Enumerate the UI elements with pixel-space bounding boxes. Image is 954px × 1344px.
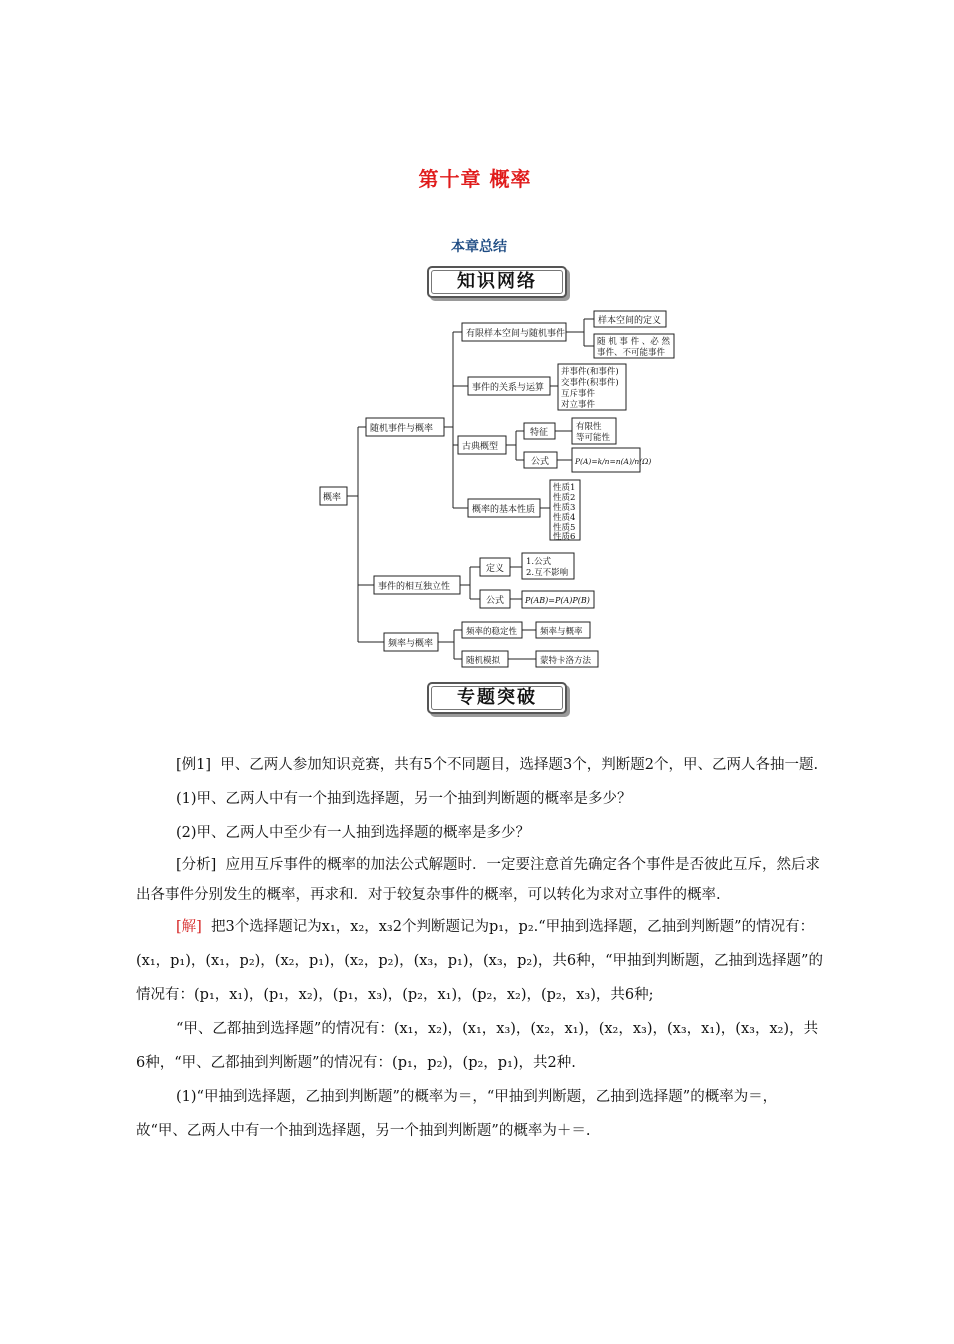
mindmap-monte-carlo: 蒙特卡洛方法 bbox=[540, 656, 592, 666]
mindmap-property-item: 性质1 bbox=[553, 483, 576, 493]
mindmap-formula-label: 公式 bbox=[486, 596, 505, 606]
analysis bbox=[136, 850, 826, 910]
summary-heading: 本章总结 bbox=[451, 239, 507, 255]
mindmap-sample-space-def: 样本空间的定义 bbox=[598, 316, 662, 326]
mindmap-root: 概率 bbox=[323, 493, 342, 503]
mindmap-property-item: 性质2 bbox=[553, 493, 576, 503]
mindmap-relation-item: 互斥事件 bbox=[561, 389, 596, 399]
mindmap-event-relations: 事件的关系与运算 bbox=[472, 383, 545, 393]
example-intro-text: 甲、乙两人参加知识竞赛，共有5个不同题目，选择题3个，判断题2个，甲、乙两人各抽一题. bbox=[220, 757, 819, 773]
topics-banner: 专题突破 bbox=[427, 682, 567, 714]
mindmap-random-simulation: 随机模拟 bbox=[466, 656, 501, 666]
analysis-tag: [分析] bbox=[176, 857, 217, 873]
mindmap-branch-random-events: 随机事件与概率 bbox=[370, 424, 434, 434]
knowledge-mindmap bbox=[310, 305, 671, 675]
solution-part-2: “甲、乙都抽到选择题”的情况有：(x₁，x₂)，(x₁，x₃)，(x₂，x₁)，(x₂，x₃)，(x₃，x₁)，(x₃，x₂)，共6种，“甲、乙都抽到判断题”的情况有：(p₁，p₂)，(p₂，p₁)，共2种. bbox=[136, 1021, 819, 1071]
mindmap-basic-properties: 概率的基本性质 bbox=[472, 505, 536, 515]
mindmap-branch-frequency: 频率与概率 bbox=[388, 639, 434, 649]
mindmap-relation-item: 对立事件 bbox=[561, 400, 596, 410]
mindmap-property-item: 性质5 bbox=[553, 523, 576, 533]
knowledge-network-banner: 知识网络 bbox=[427, 266, 567, 298]
mindmap-property-item: 性质3 bbox=[553, 503, 576, 513]
mindmap-finite-sample-space: 有限样本空间与随机事件 bbox=[466, 329, 566, 339]
mindmap-formula-label: 公式 bbox=[531, 457, 550, 467]
solution-tag: [解] bbox=[176, 919, 202, 935]
mindmap-relation-item: 并事件(和事件) bbox=[561, 367, 619, 377]
mindmap-frequency-stability: 频率的稳定性 bbox=[466, 627, 518, 637]
question-1: (1)甲、乙两人中有一个抽到选择题，另一个抽到判断题的概率是多少？ bbox=[176, 791, 632, 807]
example-content bbox=[136, 748, 826, 1148]
mindmap-definition-item: 2.互不影响 bbox=[526, 568, 569, 578]
mindmap-definition: 定义 bbox=[486, 564, 505, 574]
mindmap-definition-item: 1.公式 bbox=[526, 557, 552, 567]
mindmap-event-types-line1: 随 机 事 件 、必 然 bbox=[597, 337, 671, 347]
mindmap-independence-formula: P(AB)=P(A)P(B) bbox=[525, 596, 590, 605]
solution-text-1: 把3个选择题记为x₁，x₂，x₃2个判断题记为p₁，p₂.“甲抽到选择题，乙抽到判断题”的情况有：(x₁，p₁)，(x₁，p₂)，(x₂，p₁)，(x₂，p₂)，(x₃，p₁)，(x₃，p₂)，共6种，“甲抽到判断题，乙抽到选择题”的情况有：(p₁，x₁)，(p₁，x₂)，(p₁，x₃)，(p₂，x₁)，(p₂，x₂)，(p₂，x₃)，共6种; bbox=[136, 919, 823, 1003]
mindmap-feature-item: 等可能性 bbox=[576, 433, 611, 443]
mindmap-classical-model: 古典概型 bbox=[462, 442, 499, 452]
mindmap-feature: 特征 bbox=[530, 428, 549, 438]
solution-part-3: (1)“甲抽到选择题，乙抽到判断题”的概率为＝，“甲抽到判断题，乙抽到选择题”的概率为＝，故“甲、乙两人中有一个抽到选择题，另一个抽到判断题”的概率为＋＝. bbox=[136, 1089, 778, 1139]
mindmap-event-types-line2: 事件、不可能事件 bbox=[597, 348, 666, 358]
mindmap-classical-formula: P(A)=k/n=n(A)/n(Ω) bbox=[575, 457, 652, 466]
mindmap-property-item: 性质6 bbox=[553, 532, 576, 542]
solution-part-1 bbox=[136, 910, 826, 1012]
mindmap-branch-independence: 事件的相互独立性 bbox=[378, 582, 451, 592]
question-2: (2)甲、乙两人中至少有一人抽到选择题的概率是多少？ bbox=[176, 825, 531, 841]
analysis-text: 应用互斥事件的概率的加法公式解题时．一定要注意首先确定各个事件是否彼此互斥，然后求出各事件分别发生的概率，再求和．对于较复杂事件的概率，可以转化为求对立事件的概率. bbox=[136, 857, 821, 903]
mindmap-feature-item: 有限性 bbox=[576, 422, 602, 432]
example-intro bbox=[136, 748, 826, 782]
example-tag: [例1] bbox=[176, 757, 212, 773]
mindmap-property-item: 性质4 bbox=[553, 513, 576, 523]
mindmap-frequency-probability: 频率与概率 bbox=[540, 627, 583, 637]
mindmap-relation-item: 交事件(积事件) bbox=[561, 378, 619, 388]
chapter-title: 第十章 概率 bbox=[418, 167, 532, 191]
